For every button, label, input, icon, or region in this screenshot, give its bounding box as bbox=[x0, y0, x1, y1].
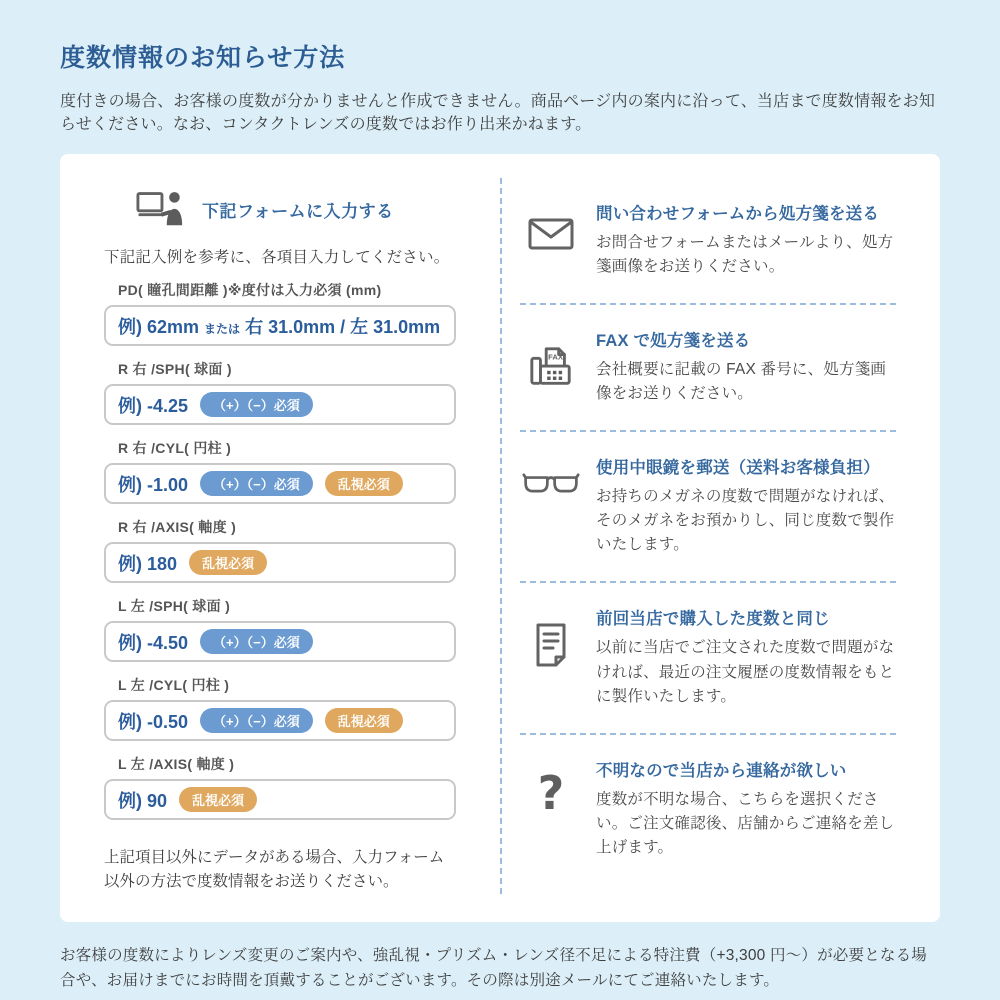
field-value: 例) -4.25 bbox=[118, 395, 189, 416]
method-text bbox=[596, 605, 896, 708]
astigmatism-required-badge: 乱視必須 bbox=[179, 787, 257, 812]
astigmatism-required-badge: 乱視必須 bbox=[325, 708, 403, 733]
plus-minus-required-badge: （+）（−）必須 bbox=[200, 392, 313, 417]
method-text bbox=[596, 757, 896, 860]
methods-column bbox=[500, 178, 940, 894]
form-row-r-cyl bbox=[104, 438, 456, 504]
method-heading: 前回当店で購入した度数と同じ bbox=[596, 610, 830, 629]
page-title: 度数情報のお知らせ方法 bbox=[60, 44, 346, 72]
example-field-r-axis bbox=[104, 542, 456, 583]
method-heading: 不明なので当店から連絡が欲しい bbox=[596, 761, 847, 780]
form-guide-header bbox=[104, 188, 456, 231]
form-row-r-axis bbox=[104, 517, 456, 583]
form-row-l-axis bbox=[104, 754, 456, 820]
method-text bbox=[596, 454, 896, 557]
example-field-r-cyl bbox=[104, 463, 456, 504]
plus-minus-required-badge: （+）（−）必須 bbox=[200, 708, 313, 733]
method-text bbox=[596, 200, 896, 279]
field-value: 例) 90 bbox=[118, 790, 168, 811]
field-label: L 左 /AXIS( 軸度 ) bbox=[118, 756, 235, 773]
method-heading: FAX で処方箋を送る bbox=[596, 332, 751, 351]
field-value: 例) 180 bbox=[118, 553, 178, 574]
person-at-computer-icon bbox=[136, 188, 186, 231]
example-field-l-cyl bbox=[104, 700, 456, 741]
form-guide-column bbox=[60, 178, 500, 894]
glasses-icon bbox=[520, 454, 582, 557]
field-label: PD( 瞳孔間距離 )※度付は入力必須 (mm) bbox=[118, 282, 382, 299]
method-mail-glasses bbox=[520, 432, 896, 583]
question-icon: ? bbox=[537, 765, 565, 820]
footer-note: お客様の度数によりレンズ変更のご案内や、強乱視・プリズム・レンズ径不足による特注費（+3,300 円〜）が必要となる場合や、お届けまでにお時間を頂戴することがございます。その際は別途メールにてご連絡いたします。 bbox=[60, 947, 928, 990]
method-previous-order bbox=[520, 583, 896, 734]
plus-minus-required-badge: （+）（−）必須 bbox=[200, 629, 313, 654]
fax-icon bbox=[520, 327, 582, 406]
form-instruction: 下記記入例を参考に、各項目入力してください。 bbox=[104, 249, 450, 267]
document-icon bbox=[520, 605, 582, 708]
field-label: R 右 /SPH( 球面 ) bbox=[118, 361, 232, 378]
method-body: 度数が不明な場合、こちらを選択ください。ご注文確認後、店舗からご連絡を差し上げます。 bbox=[596, 790, 895, 856]
method-heading: 使用中眼鏡を郵送（送料お客様負担） bbox=[596, 459, 880, 478]
example-field-r-sph bbox=[104, 384, 456, 425]
form-row-l-cyl bbox=[104, 675, 456, 741]
form-note: 上記項目以外にデータがある場合、入力フォーム以外の方法で度数情報をお送りください。 bbox=[104, 849, 445, 891]
field-label: R 右 /CYL( 円柱 ) bbox=[118, 440, 232, 457]
field-value: 例) -0.50 bbox=[118, 711, 189, 732]
field-value: 例) 62mm または 右 31.0mm / 左 31.0mm bbox=[118, 316, 441, 337]
field-label: L 左 /SPH( 球面 ) bbox=[118, 598, 231, 615]
envelope-icon bbox=[520, 200, 582, 279]
method-body: 会社概要に記載の FAX 番号に、処方箋画像をお送りください。 bbox=[596, 361, 887, 403]
main-panel bbox=[60, 154, 940, 922]
method-unknown-contact-me bbox=[520, 735, 896, 884]
svg-text:FAX: FAX bbox=[548, 352, 564, 362]
method-body: お持ちのメガネの度数で問題がなければ、そのメガネをお預かりし、同じ度数で製作いたします。 bbox=[596, 488, 895, 554]
example-field-l-sph bbox=[104, 621, 456, 662]
field-value: 例) -4.50 bbox=[118, 632, 189, 653]
form-guide-heading: 下記フォームに入力する bbox=[202, 202, 394, 222]
example-field-l-axis bbox=[104, 779, 456, 820]
astigmatism-required-badge: 乱視必須 bbox=[325, 471, 403, 496]
form-row-l-sph bbox=[104, 596, 456, 662]
method-text bbox=[596, 327, 896, 406]
method-body: お問合せフォームまたはメールより、処方箋画像をお送りください。 bbox=[596, 234, 894, 276]
form-row-r-sph bbox=[104, 359, 456, 425]
field-value: 例) -1.00 bbox=[118, 474, 189, 495]
form-row-pd bbox=[104, 280, 456, 346]
plus-minus-required-badge: （+）（−）必須 bbox=[200, 471, 313, 496]
method-fax bbox=[520, 305, 896, 432]
method-contact-form bbox=[520, 178, 896, 305]
field-label: R 右 /AXIS( 軸度 ) bbox=[118, 519, 237, 536]
method-body: 以前に当店でご注文された度数で問題がなければ、最近の注文履歴の度数情報をもとに製作いたします。 bbox=[596, 639, 895, 705]
intro-text: 度付きの場合、お客様の度数が分かりませんと作成できません。商品ページ内の案内に沿って、当店まで度数情報をお知らせください。なお、コンタクトレンズの度数ではお作り出来かねます。 bbox=[60, 93, 936, 134]
example-field-pd bbox=[104, 305, 456, 346]
method-heading: 問い合わせフォームから処方箋を送る bbox=[596, 205, 880, 224]
field-label: L 左 /CYL( 円柱 ) bbox=[118, 677, 230, 694]
astigmatism-required-badge: 乱視必須 bbox=[189, 550, 267, 575]
